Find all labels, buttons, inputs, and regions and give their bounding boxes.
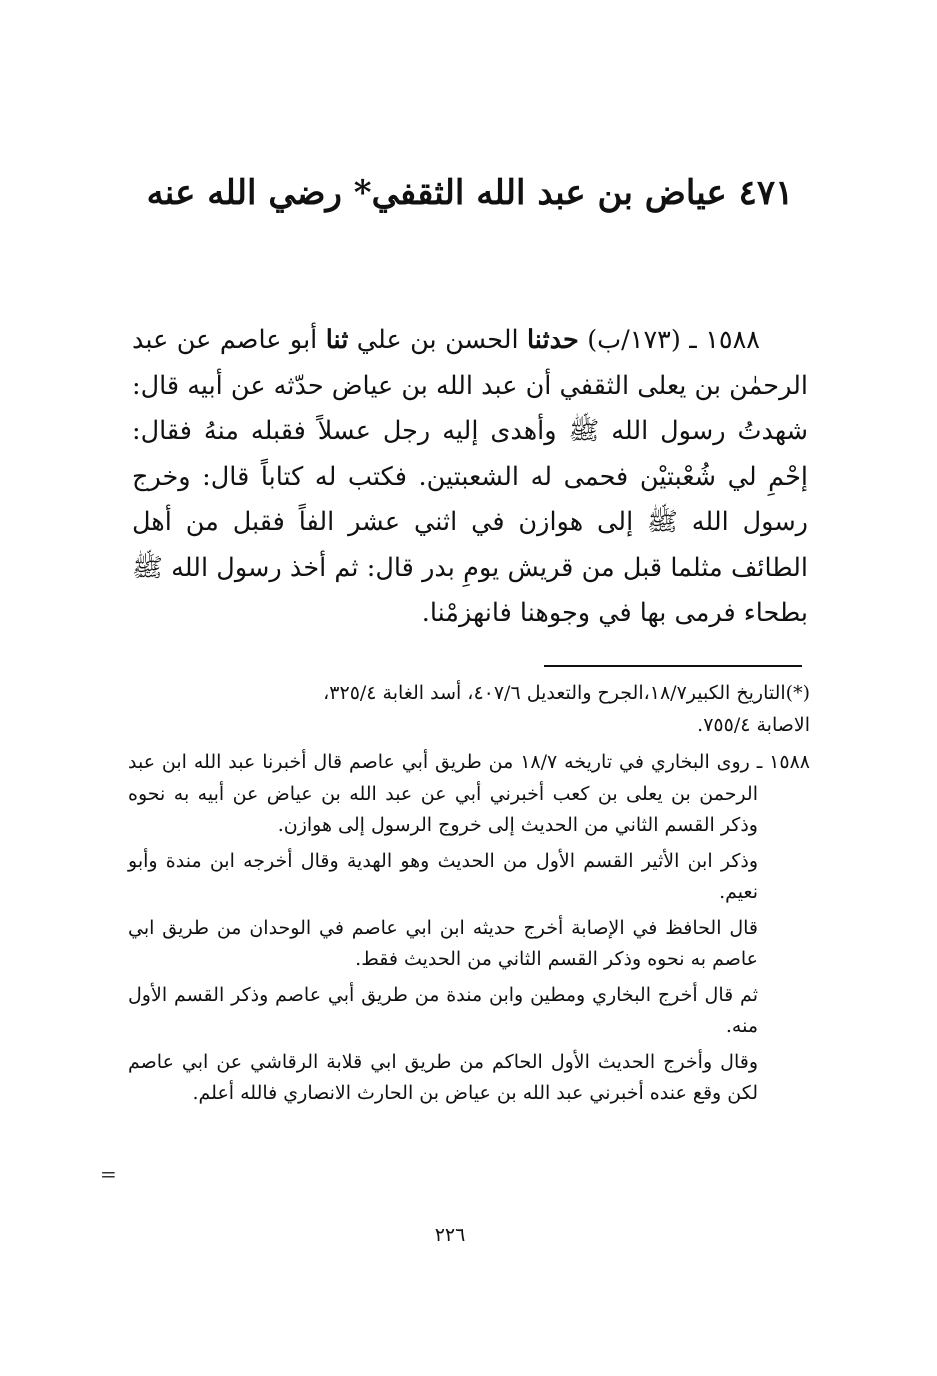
takhrij-text-1: ـ روى البخاري في تاريخه ١٨/٧ من طريق أبي عاصم قال أخبرنا عبد الله ابن عبد الرحمن بن يعلى بن كعب أخبرني أبي عن عبد الله بن عياض عن أبيه به نحوه وذكر القسم الثاني من الحديث إلى خروج الرسول إلى هوازن. bbox=[128, 751, 770, 836]
heading-number: ٤٧١ bbox=[738, 173, 794, 213]
hadith-segment-2: أبو عاصم عن عبد الرحمٰن بن يعلى الثقفي أن عبد الله بن عياض حدّثه عن أبيه قال: شهدتُ رسول الله ﷺ وأهدى إليه رجل عسلاً فقبله منهُ فقال: إحْمِ لي شُعْبتيْن فحمى له الشعبتين. فكتب له كتاباً قال: وخرج رسول الله ﷺ إلى هوازن في اثني عشر الفاً فقبل من أهل الطائف مثلما قبل من قريش يومِ بدر قال: ثم أخذ رسول الله ﷺ بطحاء فرمى بها في وجوهنا فانهزمْنا. bbox=[132, 325, 808, 628]
footnote-separator bbox=[544, 665, 802, 667]
page-number: ٢٢٦ bbox=[434, 1224, 466, 1246]
hadith-segment-1: الحسن بن علي bbox=[348, 325, 528, 355]
biography-ref-line-1: (*)التاريخ الكبير١٨/٧،الجرح والتعديل ٤٠٧/٦، أسد الغابة ٣٢٥/٤، bbox=[323, 682, 810, 704]
takhrij-paragraph-1 bbox=[128, 747, 810, 842]
takhrij-paragraph-2: وذكر ابن الأثير القسم الأول من الحديث وهو الهدية وقال أخرجه ابن مندة وأبو نعيم. bbox=[128, 849, 758, 903]
hadith-dash: ـ bbox=[680, 325, 706, 355]
footnotes bbox=[128, 678, 810, 1110]
takhrij-paragraph-3: قال الحافظ في الإصابة أخرج حديثه ابن ابي عاصم في الوحدان من طريق ابي عاصم به نحوه وذكر القسم الثاني من الحديث فقط. bbox=[128, 916, 758, 970]
hadith-thana: ثنا bbox=[325, 325, 349, 355]
margin-mark: = bbox=[100, 1162, 117, 1186]
chapter-heading bbox=[130, 168, 810, 218]
hadith-manuscript-ref: (١٧٣/ب) bbox=[587, 325, 681, 355]
takhrij-paragraph-4: ثم قال أخرج البخاري ومطين وابن مندة من طريق أبي عاصم وذكر القسم الأول منه. bbox=[128, 983, 758, 1037]
heading-title: عياض بن عبد الله الثقفي* رضي الله عنه bbox=[146, 173, 727, 213]
hadith-haddathana: حدثنا bbox=[527, 325, 579, 355]
takhrij-number: ١٥٨٨ bbox=[769, 751, 810, 773]
biography-ref-line-2: الاصابة ٧٥٥/٤. bbox=[697, 713, 810, 736]
hadith-text bbox=[132, 318, 808, 637]
hadith-number: ١٥٨٨ bbox=[705, 325, 760, 355]
takhrij-paragraph-5: وقال وأخرج الحديث الأول الحاكم من طريق ابي قلابة الرقاشي عن ابي عاصم لكن وقع عنده أخبرني عبد الله بن عياض بن الحارث الانصاري فالله أعلم. bbox=[128, 1050, 758, 1104]
hadith-paragraph bbox=[132, 318, 808, 637]
